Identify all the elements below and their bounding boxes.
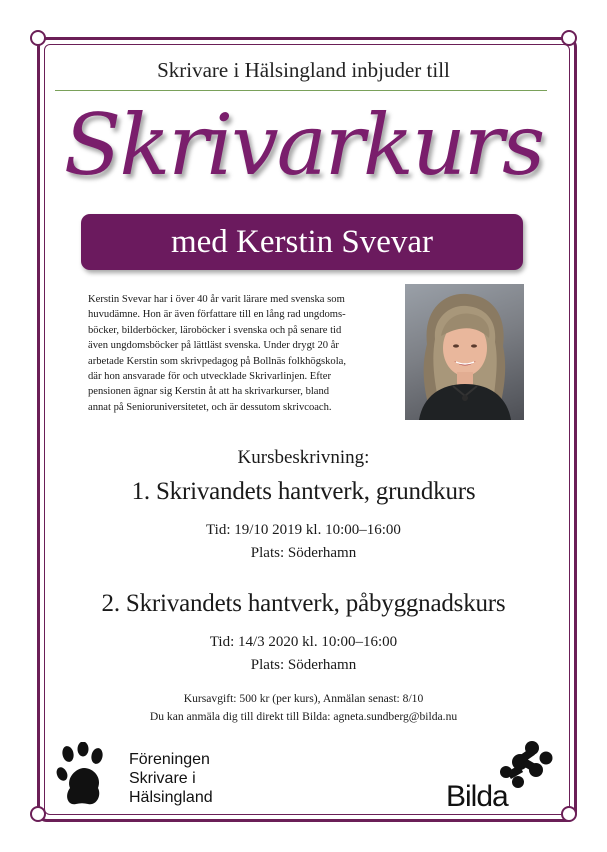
bio-line: annat på Senioruniversitetet, och är dessutom skrivcoach.: [88, 401, 332, 413]
partner-name: Bilda: [446, 780, 508, 813]
frame-corner-ornament: [30, 30, 46, 46]
bio-line: även ungdomsböcker på lättläst svenska. Under drygt 20 år: [88, 340, 339, 352]
org-name-line: Skrivare i: [129, 770, 196, 787]
bio-line: böcker, bilderböcker, läroböcker i svenska och på senare tid: [88, 324, 342, 336]
bio-line: där hon ansvarade för och utvecklade Skrivarlinjen. Efter: [88, 371, 331, 383]
course-1-time: Tid: 19/10 2019 kl. 10:00–16:00: [206, 522, 401, 538]
org-name-line: Föreningen: [129, 751, 210, 768]
bio-line: huvudämne. Hon är även författare till en lång rad ungdoms-: [88, 309, 346, 321]
org-name: [129, 750, 213, 807]
invitation-header: Skrivare i Hälsingland inbjuder till: [157, 58, 450, 82]
course-1-title: 1. Skrivandets hantverk, grundkurs: [131, 478, 476, 505]
instructor-bio: [88, 292, 400, 415]
org-name-line: Hälsingland: [129, 789, 213, 806]
page-title: Skrivarkurs: [63, 96, 544, 194]
frame-corner-ornament: [561, 806, 577, 822]
header-divider: [55, 90, 547, 91]
bio-line: pensionen ägnar sig Kerstin åt att ha skrivarkurser, bland: [88, 386, 330, 398]
course-fee-info: Kursavgift: 500 kr (per kurs), Anmälan senast: 8/10: [183, 692, 424, 705]
paw-print-icon: [56, 742, 108, 810]
course-2-time: Tid: 14/3 2020 kl. 10:00–16:00: [209, 634, 398, 650]
frame-corner-ornament: [30, 806, 46, 822]
course-2-place: Plats: Söderhamn: [250, 657, 357, 673]
instructor-banner: med Kerstin Svevar: [81, 214, 523, 270]
portrait-photo: [405, 284, 524, 420]
bio-line: arbetade Kerstin som skrivpedagog på Bollnäs folkhögskola,: [88, 355, 347, 367]
frame-corner-ornament: [561, 30, 577, 46]
bio-line: Kerstin Svevar har i över 40 år varit lärare med svenska som: [88, 294, 345, 305]
course-1-place: Plats: Söderhamn: [250, 545, 357, 561]
org-logo: [56, 742, 226, 812]
signup-info: Du kan anmäla dig till direkt till Bilda: agneta.sundberg@bilda.nu: [149, 710, 458, 723]
course-2-title: 2. Skrivandets hantverk, påbyggnadskurs: [101, 590, 506, 617]
course-description-label: Kursbeskrivning:: [237, 447, 370, 468]
partner-logo: [444, 740, 556, 812]
